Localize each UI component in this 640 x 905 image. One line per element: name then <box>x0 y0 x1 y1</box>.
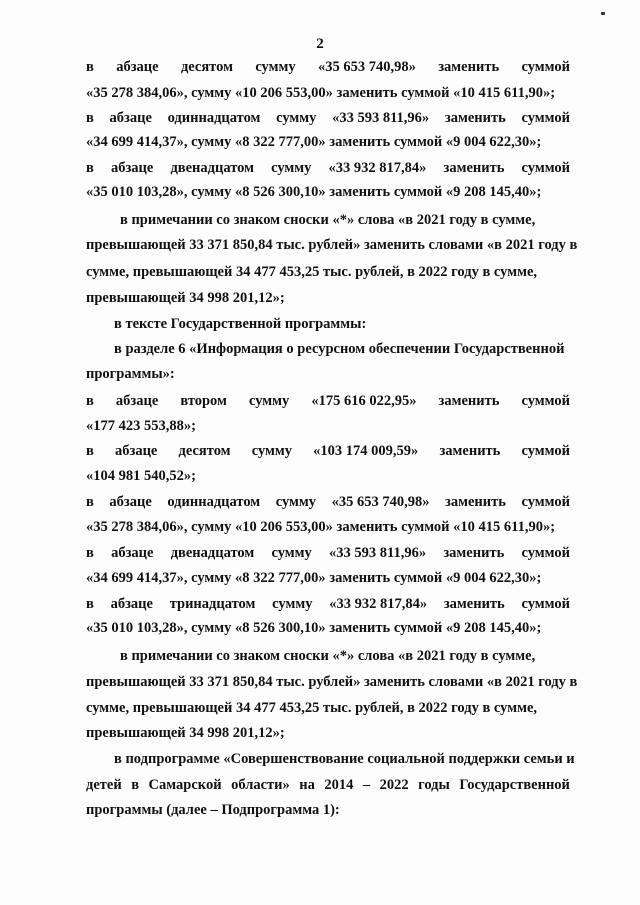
word: заменить <box>443 160 505 176</box>
text-line: превышающей 34 998 201,12»; <box>86 290 285 306</box>
word: сумму <box>271 545 312 561</box>
word: – <box>362 777 371 793</box>
word: сумму <box>271 160 312 176</box>
word: «33 932 817,84» <box>328 160 427 176</box>
word: в <box>86 443 94 459</box>
text-line: «104 981 540,52»; <box>86 468 196 484</box>
text-line: в примечании со знаком сноски «*» слова «в 2021 году в сумме, <box>120 648 536 664</box>
text-line: превышающей 34 998 201,12»; <box>86 725 285 741</box>
word: суммой <box>521 59 570 75</box>
word: заменить <box>439 443 501 459</box>
word: сумму <box>276 110 317 126</box>
word: десятом <box>180 59 233 75</box>
word: тринадцатом <box>169 596 256 612</box>
word: заменить <box>443 596 505 612</box>
word: детей <box>86 777 122 793</box>
word: одиннадцатом <box>167 110 261 126</box>
text-line: превышающей 33 371 850,84 тыс. рублей» заменить словами «в 2021 году в <box>86 237 578 253</box>
word: «33 593 811,96» <box>332 110 430 126</box>
word: области» <box>231 777 290 793</box>
word: Самарской <box>148 777 222 793</box>
word: в <box>86 596 94 612</box>
word: сумму <box>255 59 296 75</box>
text-line-justified <box>86 596 570 612</box>
word: сумму <box>251 443 293 459</box>
text-line-justified <box>86 160 570 176</box>
word: 2014 <box>324 777 354 793</box>
word: в <box>86 494 94 510</box>
word: двенадцатом <box>170 160 254 176</box>
word: суммой <box>521 494 570 510</box>
word: «35 653 740,98» <box>317 59 416 75</box>
word: абзаце <box>115 393 159 409</box>
word: суммой <box>521 110 570 126</box>
word: Государственной <box>459 777 570 793</box>
word: в <box>86 59 94 75</box>
text-line: программы (далее – Подпрограмма 1): <box>86 802 340 818</box>
word: 2022 <box>379 777 409 793</box>
word: в <box>86 110 94 126</box>
text-line-justified <box>86 777 570 793</box>
text-line: «35 010 103,28», сумму «8 526 300,10» заменить суммой «9 208 145,40»; <box>86 184 542 200</box>
word: заменить <box>445 494 506 510</box>
word: одиннадцатом <box>167 494 261 510</box>
word: абзаце <box>110 160 154 176</box>
word: сумму <box>275 494 317 510</box>
word: на <box>299 777 315 793</box>
word: заменить <box>443 545 505 561</box>
word: десятом <box>178 443 231 459</box>
text-line-justified <box>86 443 570 459</box>
word: «33 932 817,84» <box>329 596 428 612</box>
word: в <box>86 545 94 561</box>
word: абзаце <box>109 110 152 126</box>
margin-mark <box>601 12 605 15</box>
word: двенадцатом <box>170 545 255 561</box>
word: «35 653 740,98» <box>331 494 430 510</box>
text-line: превышающей 33 371 850,84 тыс. рублей» заменить словами «в 2021 году в <box>86 674 578 690</box>
word: заменить <box>444 110 506 126</box>
word: абзаце <box>110 596 153 612</box>
word: втором <box>180 393 227 409</box>
word: заменить <box>438 59 500 75</box>
text-line: «35 010 103,28», сумму «8 526 300,10» заменить суммой «9 208 145,40»; <box>86 620 542 636</box>
text-line-justified <box>86 110 570 126</box>
word: в <box>131 777 140 793</box>
text-line: «34 699 414,37», сумму «8 322 777,00» заменить суммой «9 004 622,30»; <box>86 570 542 586</box>
word: абзаце <box>111 545 154 561</box>
text-line: программы»: <box>86 366 175 382</box>
word: «33 593 811,96» <box>329 545 427 561</box>
text-line: в разделе 6 «Информация о ресурсном обеспечении Государственной <box>114 341 565 357</box>
word: абзаце <box>115 443 158 459</box>
word: суммой <box>521 596 570 612</box>
text-line: в подпрограмме «Совершенствование социальной поддержки семьи и <box>114 751 575 767</box>
text-line-justified <box>86 494 570 510</box>
text-line: сумме, превышающей 34 477 453,25 тыс. рублей, в 2022 году в сумме, <box>86 264 538 280</box>
text-line: в тексте Государственной программы: <box>114 316 367 332</box>
text-line: сумме, превышающей 34 477 453,25 тыс. рублей, в 2022 году в сумме, <box>86 700 538 716</box>
text-line: «35 278 384,06», сумму «10 206 553,00» заменить суммой «10 415 611,90»; <box>86 519 556 535</box>
text-line-justified <box>86 393 570 409</box>
word: в <box>86 160 94 176</box>
word: «175 616 022,95» <box>311 393 417 409</box>
page-number: 2 <box>316 36 324 52</box>
text-line: в примечании со знаком сноски «*» слова «в 2021 году в сумме, <box>120 212 536 228</box>
word: «103 174 009,59» <box>313 443 419 459</box>
text-line-justified <box>86 545 570 561</box>
word: суммой <box>521 443 570 459</box>
word: абзаце <box>116 59 159 75</box>
word: суммой <box>521 160 570 176</box>
text-line: «34 699 414,37», сумму «8 322 777,00» заменить суммой «9 004 622,30»; <box>86 134 542 150</box>
word: абзаце <box>109 494 152 510</box>
word: суммой <box>521 393 570 409</box>
text-line: «35 278 384,06», сумму «10 206 553,00» заменить суммой «10 415 611,90»; <box>86 85 556 101</box>
word: годы <box>418 777 450 793</box>
word: в <box>86 393 94 409</box>
word: сумму <box>248 393 290 409</box>
word: заменить <box>438 393 500 409</box>
word: сумму <box>272 596 313 612</box>
word: суммой <box>521 545 570 561</box>
text-line: «177 423 553,88»; <box>86 418 196 434</box>
text-line-justified <box>86 59 570 75</box>
